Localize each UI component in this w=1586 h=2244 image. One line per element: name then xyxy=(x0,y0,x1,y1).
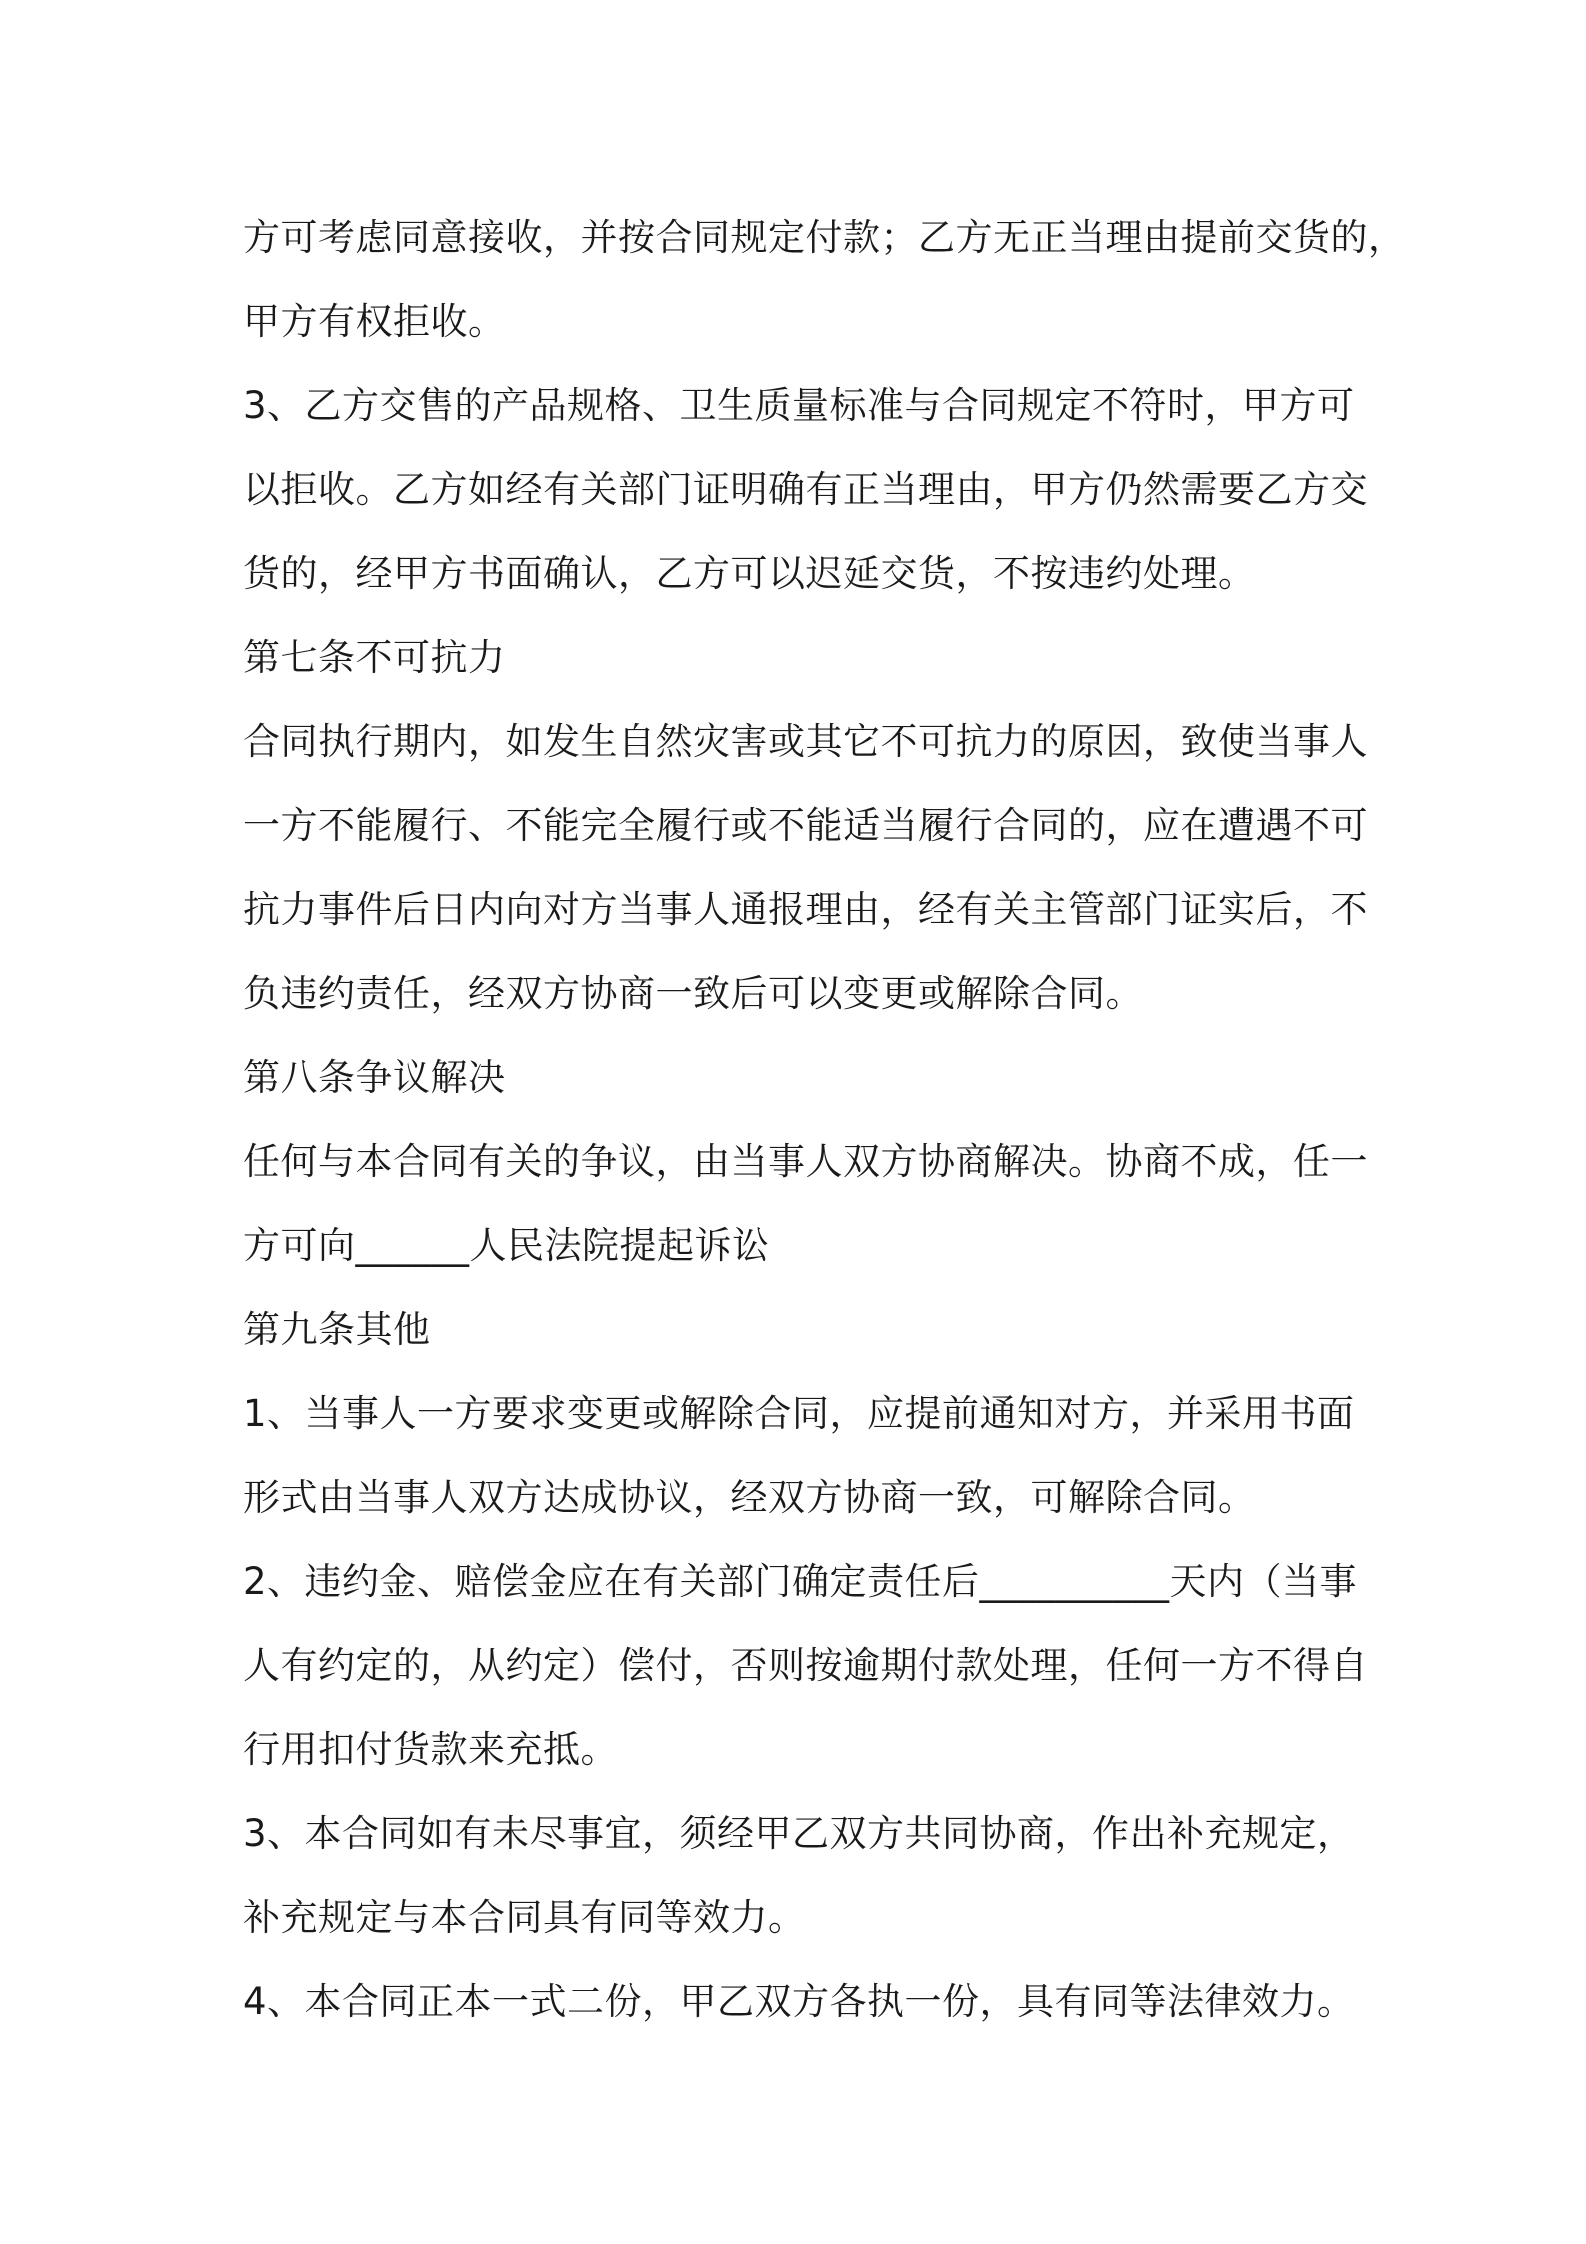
text-line: 4、本合同正本一式二份，甲乙双方各执一份，具有同等法律效力。 xyxy=(243,1980,1355,2023)
text-line: 甲方有权拒收。 xyxy=(243,300,506,343)
text-line: 形式由当事人双方达成协议，经双方协商一致，可解除合同。 xyxy=(243,1476,1256,1519)
text-line: 1、当事人一方要求变更或解除合同，应提前通知对方，并采用书面 xyxy=(243,1392,1355,1435)
text-line: 3、乙方交售的产品规格、卫生质量标准与合同规定不符时，甲方可 xyxy=(243,384,1355,427)
section-heading: 第七条不可抗力 xyxy=(243,636,506,679)
text-line: 2、违约金、赔偿金应在有关部门确定责任后__________天内（当事 xyxy=(243,1560,1358,1603)
text-line: 货的，经甲方书面确认，乙方可以迟延交货，不按违约处理。 xyxy=(243,552,1256,595)
text-line: 抗力事件后日内向对方当事人通报理由，经有关主管部门证实后，不 xyxy=(243,888,1368,931)
section-heading: 第八条争议解决 xyxy=(243,1056,506,1099)
text-line: 行用扣付货款来充抵。 xyxy=(243,1728,618,1771)
text-line: 负违约责任，经双方协商一致后可以变更或解除合同。 xyxy=(243,972,1143,1015)
text-line: 方可考虑同意接收，并按合同规定付款；乙方无正当理由提前交货的， xyxy=(243,216,1406,259)
text-line: 3、本合同如有未尽事宜，须经甲乙双方共同协商，作出补充规定， xyxy=(243,1812,1355,1855)
text-line: 以拒收。乙方如经有关部门证明确有正当理由，甲方仍然需要乙方交 xyxy=(243,468,1368,511)
text-line: 补充规定与本合同具有同等效力。 xyxy=(243,1896,806,1939)
section-heading: 第九条其他 xyxy=(243,1308,431,1351)
contract-text xyxy=(243,196,1406,2044)
text-line: 合同执行期内，如发生自然灾害或其它不可抗力的原因，致使当事人 xyxy=(243,720,1368,763)
text-line: 方可向______人民法院提起诉讼 xyxy=(243,1224,770,1267)
text-line: 任何与本合同有关的争议，由当事人双方协商解决。协商不成，任一 xyxy=(243,1140,1368,1183)
text-line: 人有约定的，从约定）偿付，否则按逾期付款处理，任何一方不得自 xyxy=(243,1644,1368,1687)
text-line: 一方不能履行、不能完全履行或不能适当履行合同的，应在遭遇不可 xyxy=(243,804,1368,847)
